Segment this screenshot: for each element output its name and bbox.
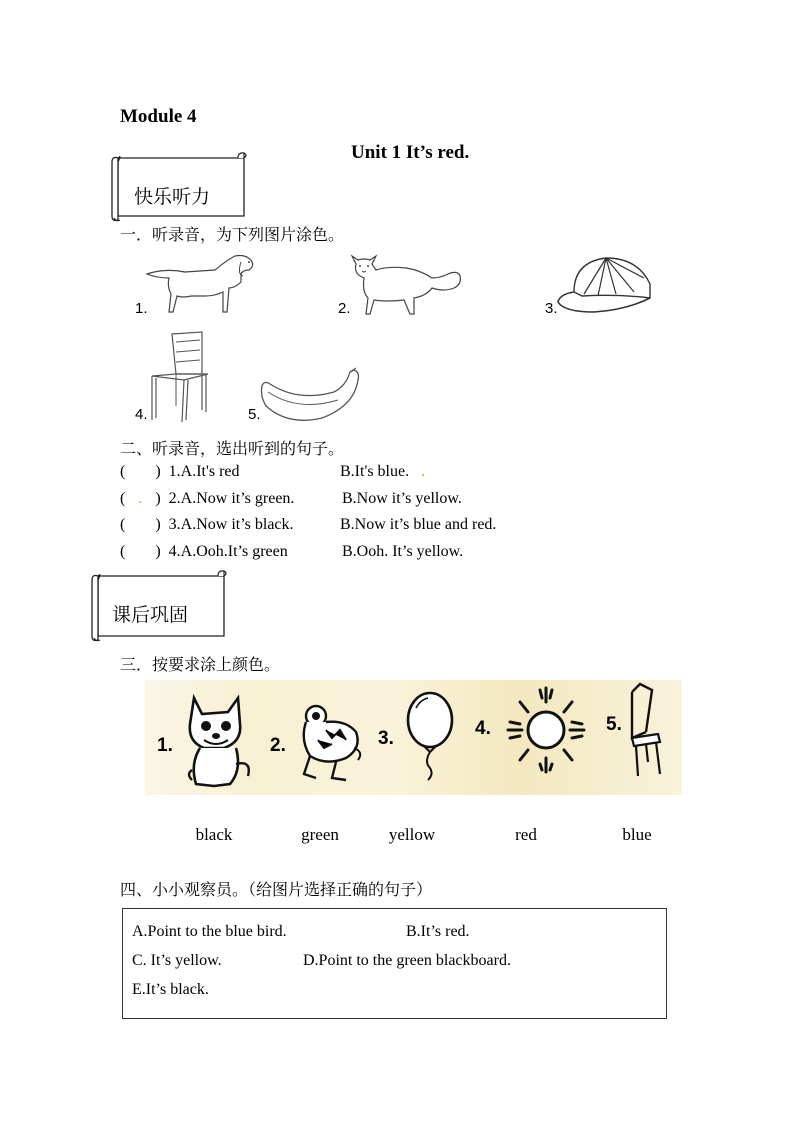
- paren-open: (: [120, 463, 126, 480]
- choice-e: E.It’s black.: [132, 981, 209, 998]
- chair-icon: [626, 682, 666, 780]
- banner-consolidation: [88, 566, 230, 642]
- section3-title: 三．按要求涂上颜色。: [120, 655, 281, 674]
- module-title: Module 4: [120, 106, 197, 127]
- banner-listening: [108, 150, 250, 222]
- option-a: 2.A.Now it’s green.: [168, 490, 295, 507]
- paren-close: ): [155, 516, 161, 533]
- cat-icon: [184, 694, 256, 794]
- option-a: 1.A.It's red: [168, 463, 240, 480]
- picture-number: 4.: [475, 718, 491, 739]
- frog-icon: [296, 700, 366, 782]
- section2-title: 二、听录音，选出听到的句子。: [120, 439, 345, 458]
- option-a: 4.A.Ooh.It’s green: [168, 543, 288, 560]
- choice-d: D.Point to the green blackboard.: [303, 952, 511, 969]
- choice-a: A.Point to the blue bird.: [132, 923, 287, 940]
- question-row-3: [120, 516, 680, 534]
- picture-number: 1.: [157, 735, 173, 756]
- marker-dot: .: [421, 463, 425, 480]
- choice-b: B.It’s red.: [406, 923, 470, 940]
- answer-blank[interactable]: .: [138, 490, 143, 507]
- choice-c: C. It’s yellow.: [132, 952, 222, 969]
- picture-number: 3.: [545, 300, 558, 317]
- picture-number: 5.: [248, 406, 261, 423]
- color-word: yellow: [388, 825, 436, 844]
- color-word: black: [195, 825, 233, 844]
- option-b: B.Ooh. It’s yellow.: [342, 543, 464, 560]
- color-word: red: [515, 825, 537, 844]
- unit-title: Unit 1 It’s red.: [351, 142, 470, 163]
- picture-number: 3.: [378, 728, 394, 749]
- paren-close: ): [155, 463, 161, 480]
- section4-title: 四、小小观察员。（给图片选择正确的句子）: [120, 880, 433, 899]
- question-row-4: [120, 543, 680, 561]
- option-a: 3.A.Now it’s black.: [168, 516, 294, 533]
- dog-icon: [145, 252, 257, 318]
- paren-open: (: [120, 516, 126, 533]
- question-row-1: [120, 463, 680, 481]
- balloon-icon: [404, 690, 458, 782]
- chair-icon: [146, 330, 212, 424]
- picture-number: 1.: [135, 300, 148, 317]
- paren-close: ): [155, 543, 161, 560]
- picture-number: 4.: [135, 406, 148, 423]
- question-row-2: [120, 490, 680, 508]
- banana-icon: [258, 366, 362, 426]
- picture-number: 5.: [606, 714, 622, 735]
- picture-number: 2.: [338, 300, 351, 317]
- banner-label: 快乐听力: [134, 186, 211, 208]
- choices-box: [122, 908, 667, 1019]
- section1-title: 一．听录音，为下列图片涂色。: [120, 225, 345, 244]
- option-b: B.Now it’s blue and red.: [340, 516, 497, 533]
- option-b: B.It's blue.: [340, 463, 410, 480]
- paren-close: ): [155, 490, 161, 507]
- color-word: blue: [622, 825, 652, 844]
- option-b: B.Now it’s yellow.: [342, 490, 462, 507]
- banner-label: 课后巩固: [112, 604, 189, 626]
- color-word: green: [301, 825, 339, 844]
- cat-icon: [348, 252, 464, 320]
- sun-icon: [506, 684, 586, 776]
- paren-open: (: [120, 490, 126, 507]
- paren-open: (: [120, 543, 126, 560]
- picture-number: 2.: [270, 735, 286, 756]
- cap-icon: [556, 254, 652, 316]
